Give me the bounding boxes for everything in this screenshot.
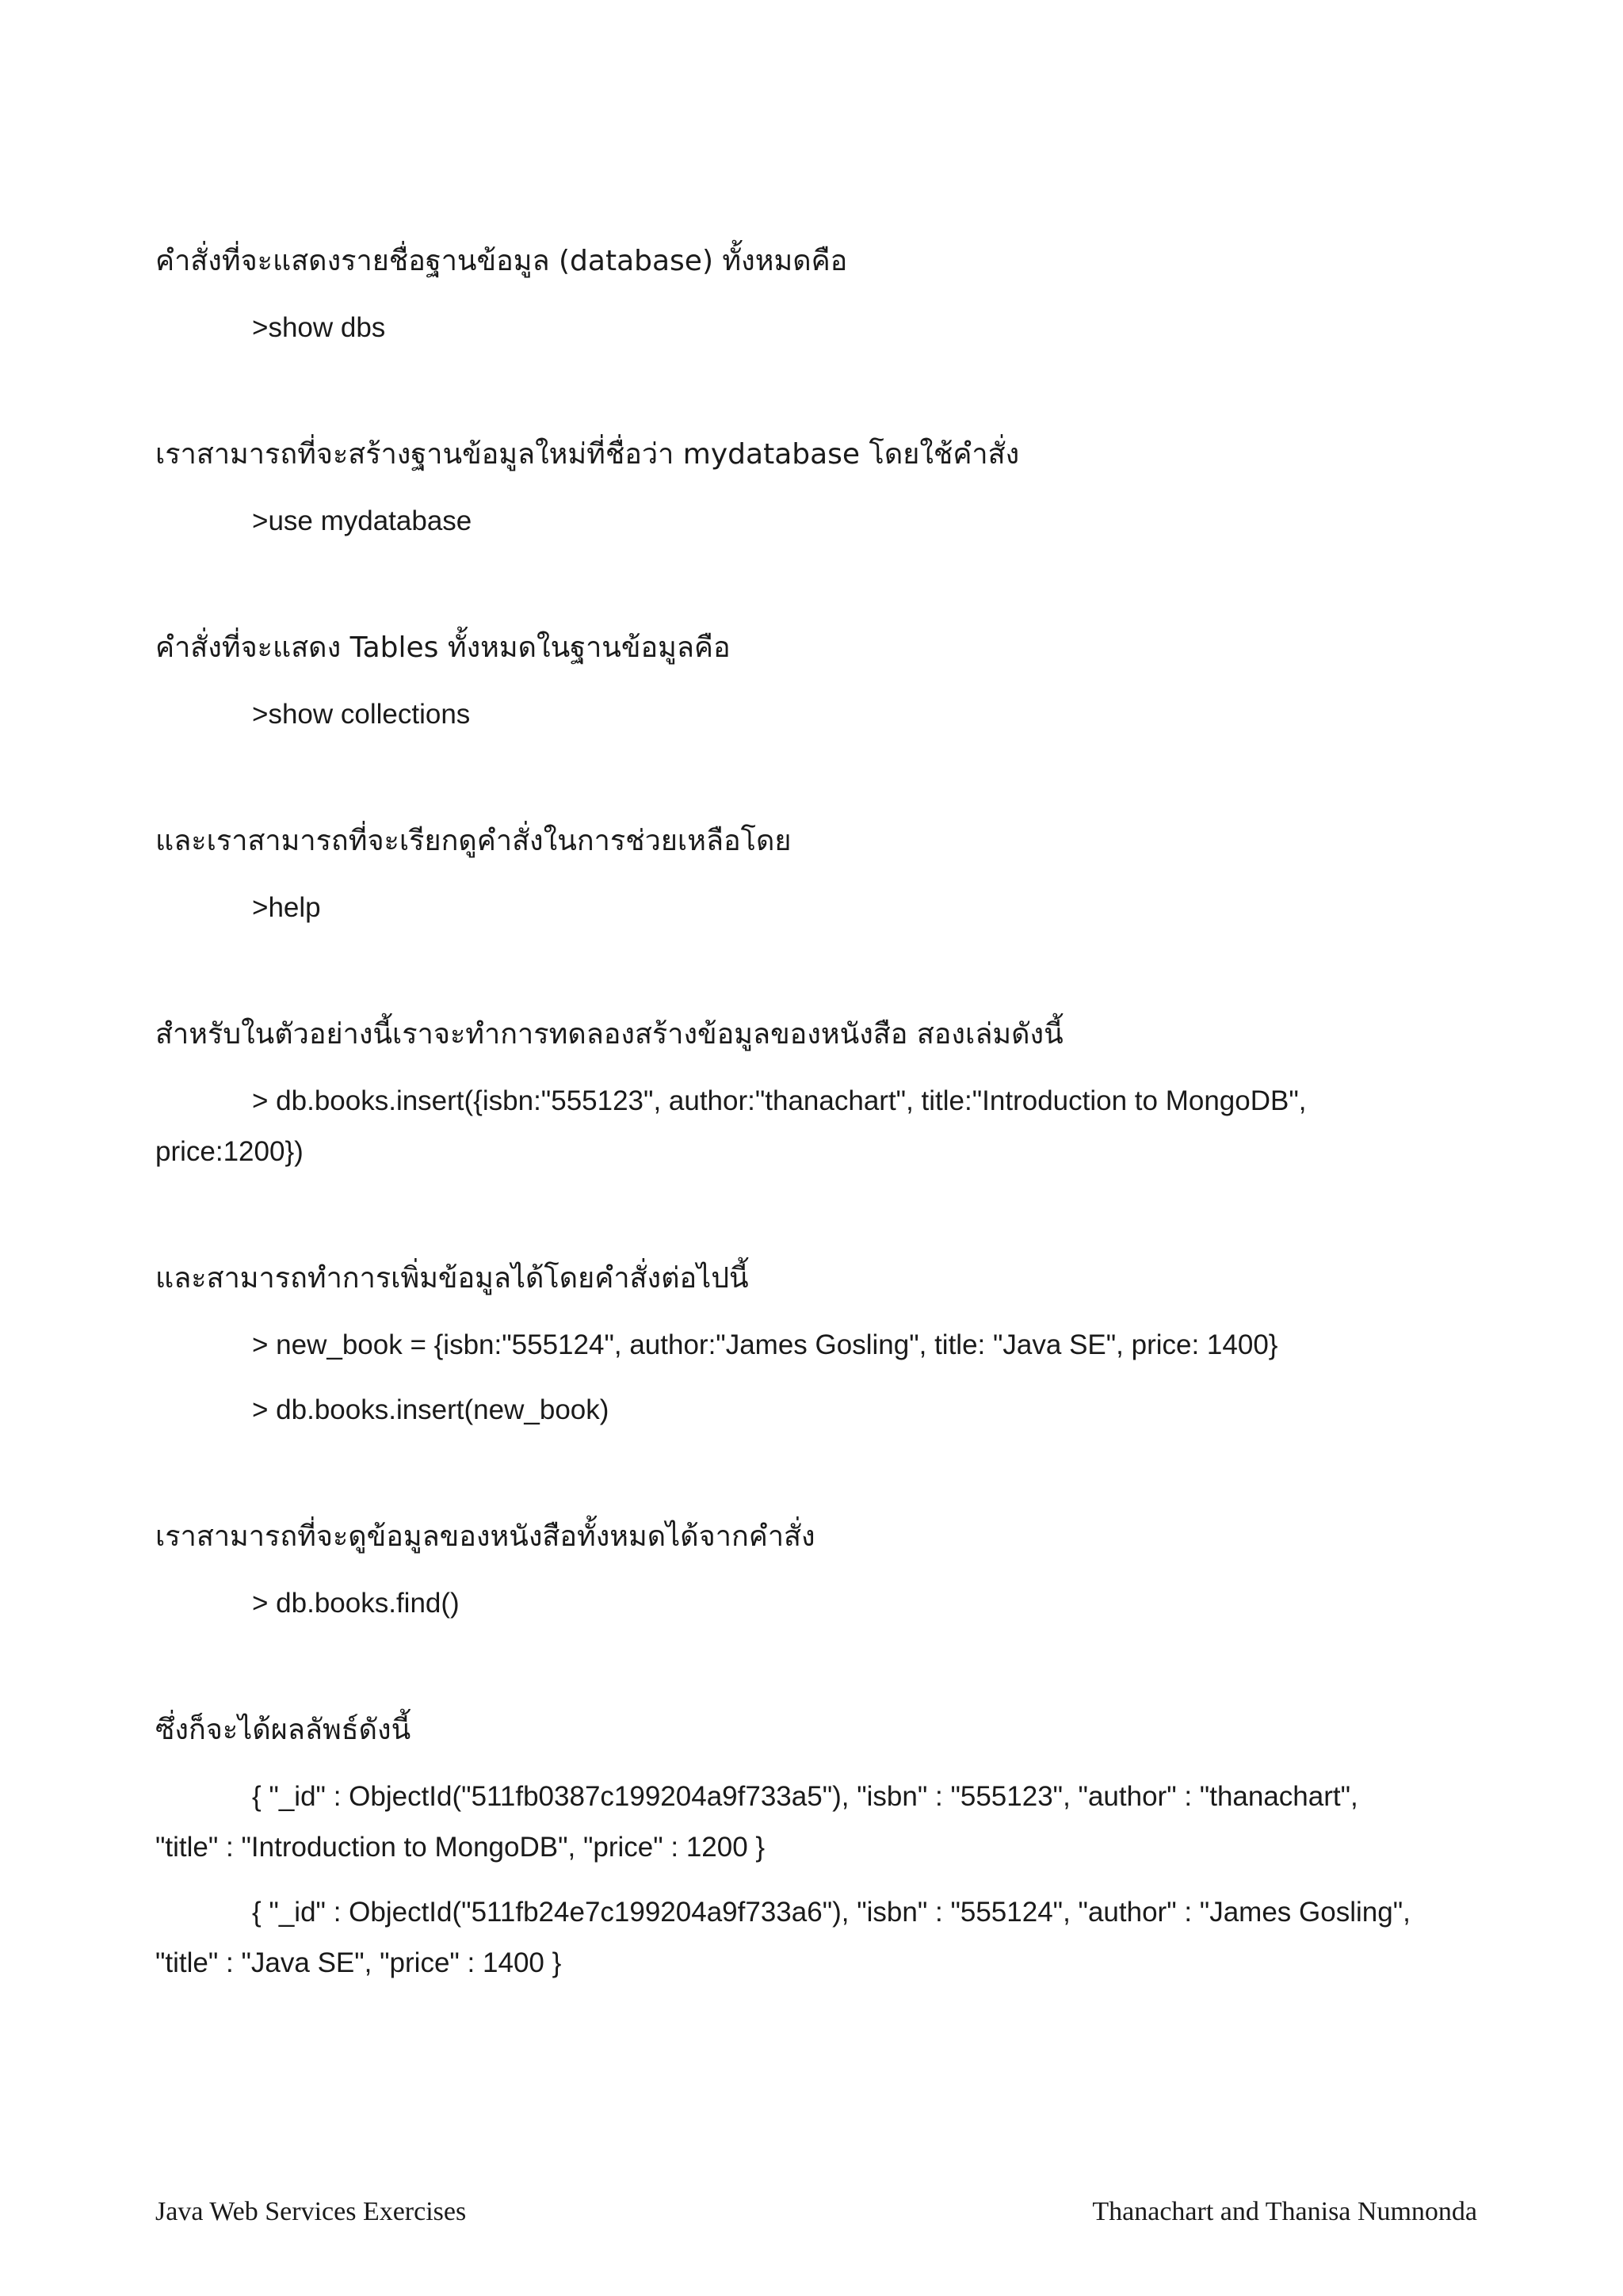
result-record-1-line2: "title" : "Introduction to MongoDB", "price" : 1200 } <box>155 1832 766 1863</box>
command-insert-new-book: > db.books.insert(new_book) <box>252 1394 609 1425</box>
paragraph-find-intro: เราสามารถที่จะดูข้อมูลของหนังสือทั้งหมดได้จากคำสั่ง <box>155 1520 815 1553</box>
command-show-dbs: >show dbs <box>252 312 386 343</box>
paragraph-result-intro: ซึ่งก็จะได้ผลลัพธ์ดังนี้ <box>155 1714 411 1746</box>
result-record-2-line1: { "_id" : ObjectId("511fb24e7c199204a9f733a6"), "isbn" : "555124", "author" : "James Gosling", <box>252 1897 1411 1928</box>
footer-right: Thanachart and Thanisa Numnonda <box>1092 2197 1477 2226</box>
command-use-mydatabase: >use mydatabase <box>252 505 472 536</box>
paragraph-show-dbs-intro: คำสั่งที่จะแสดงรายชื่อฐานข้อมูล (database) ทั้งหมดคือ <box>155 245 848 277</box>
paragraph-insert-intro: สำหรับในตัวอย่างนี้เราจะทำการทดลองสร้างข้อมูลของหนังสือ สองเล่มดังนี้ <box>155 1018 1064 1051</box>
result-record-2-line2: "title" : "Java SE", "price" : 1400 } <box>155 1947 562 1978</box>
footer-left: Java Web Services Exercises <box>155 2197 467 2226</box>
command-insert-book-line1: > db.books.insert({isbn:"555123", author:"thanachart", title:"Introduction to MongoDB", <box>252 1085 1307 1116</box>
paragraph-help-intro: และเราสามารถที่จะเรียกดูคำสั่งในการช่วยเหลือโดย <box>155 825 792 857</box>
result-record-1-line1: { "_id" : ObjectId("511fb0387c199204a9f733a5"), "isbn" : "555123", "author" : "thanachart", <box>252 1781 1358 1812</box>
command-find: > db.books.find() <box>252 1588 460 1619</box>
paragraph-add-data-intro: และสามารถทำการเพิ่มข้อมูลได้โดยคำสั่งต่อไปนี้ <box>155 1262 749 1295</box>
command-new-book: > new_book = {isbn:"555124", author:"James Gosling", title: "Java SE", price: 1400} <box>252 1329 1278 1360</box>
command-help: >help <box>252 892 321 923</box>
command-insert-book-line2: price:1200}) <box>155 1136 304 1167</box>
command-show-collections: >show collections <box>252 699 471 730</box>
paragraph-show-tables-intro: คำสั่งที่จะแสดง Tables ทั้งหมดในฐานข้อมูลคือ <box>155 631 731 664</box>
paragraph-use-db-intro: เราสามารถที่จะสร้างฐานข้อมูลใหม่ที่ชื่อว่า mydatabase โดยใช้คำสั่ง <box>155 438 1020 471</box>
